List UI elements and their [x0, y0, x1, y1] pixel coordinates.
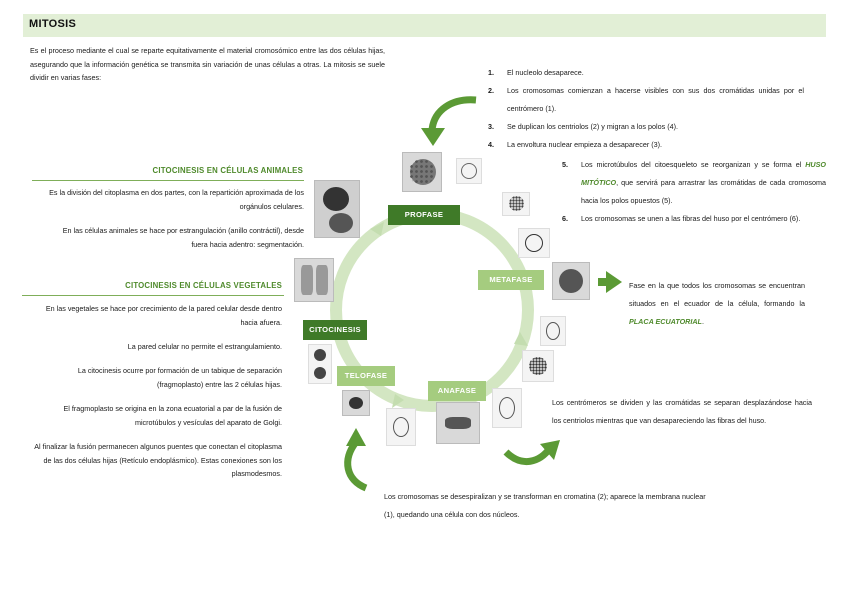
telofase-description: Los cromosomas se desespiralizan y se transforman en cromatina (2); aparece la membrana nuclear (1), quedando una célula con dos núcleos.: [384, 492, 706, 519]
diagram-early-prophase: [456, 158, 482, 184]
intro-paragraph: Es el proceso mediante el cual se reparte equitativamente el material cromosómico entre las dos células hijas, asegurando que la información genética se transmita sin variación de unas células a otras. La mitosis se suele dividir en varias fases:: [30, 46, 385, 82]
diagram-prophase: [502, 192, 530, 216]
diagram-anaphase: [492, 388, 522, 428]
anafase-description: Los centrómeros se dividen y las cromátidas se separan desplazándose hacia los centriolos mientras que van desapareciendo las fibras del huso.: [552, 398, 812, 425]
list-item: 3. Se duplican los centriolos (2) y migran a los polos (4).: [488, 122, 678, 131]
list-item: 6. Los cromosomas se unen a las fibras del huso por el centrómero (6).: [562, 214, 801, 223]
metafase-description: Fase en la que todos los cromosomas se encuentran situados en el ecuador de la célula, formando la PLACA ECUATORIAL.: [629, 281, 805, 326]
huso-mitotico-highlight: HUSO MITÓTICO: [581, 160, 826, 187]
curved-arrow-profase-head: [421, 128, 445, 146]
curved-arrow-anafase: [506, 448, 550, 462]
plant-paragraph-2: La pared celular no permite el estrangulamiento.: [127, 342, 282, 351]
diagram-metaphase: [540, 316, 566, 346]
curved-arrow-profase: [432, 100, 476, 130]
micrograph-metaphase: [552, 262, 590, 300]
animal-cytokinesis-heading: CITOCINESIS EN CÉLULAS ANIMALES: [152, 166, 303, 175]
curved-arrow-telofase-head: [346, 428, 366, 446]
diagram-anaphase-early: [522, 350, 554, 382]
anafase-label: ANAFASE: [428, 381, 486, 401]
placa-ecuatorial-highlight: PLACA ECUATORIAL: [629, 317, 702, 326]
micrograph-telophase: [342, 390, 370, 416]
animal-heading-rule: [32, 180, 304, 181]
curved-arrow-telofase: [348, 442, 366, 488]
micrograph-interphase: [402, 152, 442, 192]
list-item: 2. Los cromosomas comienzan a hacerse visibles con sus dos cromátidas unidas por el centrómero (1).: [488, 86, 804, 113]
page-title: MITOSIS: [29, 18, 77, 30]
diagram-telophase: [386, 408, 416, 446]
micrograph-plant-cytokinesis: [294, 258, 334, 302]
list-item: 4. La envoltura nuclear empieza a desaparecer (3).: [488, 140, 663, 149]
title-bar: [23, 14, 826, 37]
plant-paragraph-3: La citocinesis ocurre por formación de un tabique de separación (fragmoplasto) entre las 2 células hijas.: [77, 366, 282, 389]
micrograph-animal-cytokinesis: [314, 180, 360, 238]
profase-list-continued: [562, 156, 826, 228]
animal-paragraph-2: En las células animales se hace por estrangulación (anillo contráctil), desde fuera hacia adentro: segmentación.: [62, 226, 304, 249]
arrow-metafase-head: [606, 271, 622, 293]
diagram-prometaphase: [518, 228, 550, 258]
list-item: 5. Los microtúbulos del citoesqueleto se reorganizan y se forma el HUSO MITÓTICO, que servirá para arrastrar las cromátidas de cada cromosoma hacia los polos opuestos (5).: [562, 160, 826, 205]
plant-cytokinesis-heading: CITOCINESIS EN CÉLULAS VEGETALES: [125, 281, 282, 290]
diagram-cytokinesis: [308, 344, 332, 384]
profase-label: PROFASE: [388, 205, 460, 225]
micrograph-anaphase: [436, 402, 480, 444]
list-item: 1. El nucleolo desaparece.: [488, 68, 584, 77]
animal-paragraph-1: Es la división del citoplasma en dos partes, con la repartición aproximada de los orgánulos celulares.: [49, 188, 304, 211]
plant-heading-rule: [22, 295, 284, 296]
citocinesis-label: CITOCINESIS: [303, 320, 367, 340]
plant-paragraph-4: El fragmoplasto se origina en la zona ecuatorial a par de la fusión de microtúbulos y vesículas del aparato de Golgi.: [63, 404, 282, 427]
plant-paragraph-1: En las vegetales se hace por crecimiento de la pared celular desde dentro hacia afuera.: [45, 304, 282, 327]
profase-list: [488, 64, 804, 154]
plant-paragraph-5: Al finalizar la fusión permanecen algunos puentes que conectan el citoplasma de las dos células hijas (Retículo endoplásmico). Estas conexiones son los plasmodesmos.: [34, 442, 282, 478]
telofase-label: TELOFASE: [337, 366, 395, 386]
metafase-label: METAFASE: [478, 270, 544, 290]
